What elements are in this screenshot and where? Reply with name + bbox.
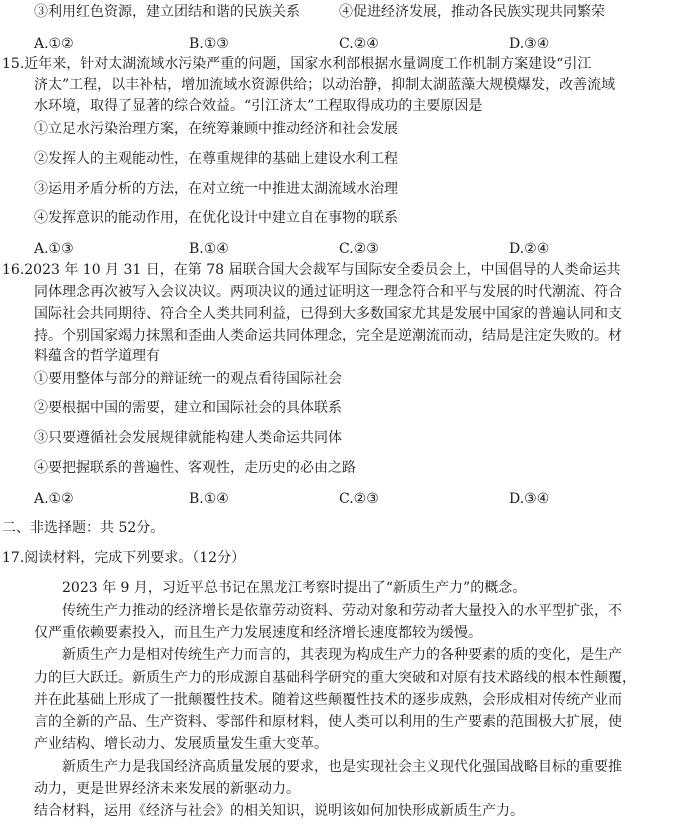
option-c: C.②③	[339, 241, 379, 257]
q17-paragraph-line-5: 力的巨大跃迁。新质生产力的形成源自基础科学研究的重大突破和对原有技术路线的根本性颠覆，	[34, 670, 636, 686]
q16-stem-line-4: 持。个别国家竭力抹黑和歪曲人类命运共同体理念，完全是逆潮流而动，结局是注定失败的。材	[34, 328, 622, 344]
top-item-3: ③利用红色资源，建立团结和谐的民族关系	[34, 4, 300, 20]
q16-item-2: ②要根据中国的需要，建立和国际社会的具体联系	[34, 400, 342, 416]
q16-stem-line-2: 同体理念再次被写入会议决议。两项决议的通过证明这一理念符合和平与发展的时代潮流、符合	[34, 284, 622, 300]
q16-options	[34, 489, 654, 509]
q17-paragraph-line-3: 仅严重依赖要素投入，而且生产力发展速度和经济增长速度都较为缓慢。	[34, 625, 482, 641]
option-d: D.③④	[509, 36, 550, 52]
q16-stem-line-5: 料蕴含的哲学道理有	[34, 348, 160, 364]
option-b: B.①③	[189, 36, 229, 52]
option-c: C.②③	[339, 491, 379, 507]
q16-item-3: ③只要遵循社会发展规律就能构建人类命运共同体	[34, 430, 342, 446]
q15-item-2: ②发挥人的主观能动性，在尊重规律的基础上建设水利工程	[34, 151, 398, 167]
q17-title: 17.阅读材料，完成下列要求。（12分）	[2, 550, 246, 566]
option-d: D.③④	[509, 491, 550, 507]
q17-task: 结合材料，运用《经济与社会》的相关知识，说明该如何加快形成新质生产力。	[34, 803, 524, 819]
q15-item-4: ④发挥意识的能动作用，在优化设计中建立自在事物的联系	[34, 210, 398, 226]
option-a: A.①③	[34, 241, 74, 257]
top-options	[34, 34, 654, 54]
option-c: C.②④	[339, 36, 379, 52]
q15-item-1: ①立足水污染治理方案，在统筹兼顾中推动经济和社会发展	[34, 121, 398, 137]
q15-stem-line-3: 水环境，取得了显著的综合效益。“引江济太”工程取得成功的主要原因是	[34, 98, 483, 114]
q17-paragraph-line-2: 传统生产力推动的经济增长是依靠劳动资料、劳动对象和劳动者大量投入的水平型扩张，不	[62, 603, 622, 619]
option-b: B.①④	[189, 241, 229, 257]
option-a: A.①②	[34, 36, 74, 52]
q17-paragraph-line-7: 言的全新的产品、生产资料、零部件和原材料，使人类可以利用的生产要素的范围极大扩展，使	[34, 714, 622, 730]
q15-stem-line-1: 15.近年来，针对太湖流域水污染严重的问题，国家水利部根据水量调度工作机制方案建设“引江	[2, 56, 592, 72]
q17-paragraph-line-10: 动力，更是世界经济未来发展的新驱动力。	[34, 781, 300, 797]
top-item-4: ④促进经济发展，推动各民族实现共同繁荣	[339, 4, 605, 20]
q15-options	[34, 239, 654, 259]
q16-item-4: ④要把握联系的普遍性、客观性，走历史的必由之路	[34, 460, 356, 476]
q15-stem-line-2: 济太”工程，以丰补枯，增加流域水资源供给；以动治静，抑制太湖蓝藻大规模爆发，改善流域	[34, 77, 616, 93]
q16-item-1: ①要用整体与部分的辩证统一的观点看待国际社会	[34, 371, 342, 387]
q17-paragraph-line-9: 新质生产力是我国经济高质量发展的要求，也是实现社会主义现代化强国战略目标的重要推	[62, 759, 622, 775]
q16-stem-line-1: 16.2023 年 10 月 31 日，在第 78 届联合国大会裁军与国际安全委员会上，中国倡导的人类命运共	[2, 262, 621, 278]
option-d: D.②④	[509, 241, 550, 257]
section-heading: 二、非选择题：共 52分。	[2, 520, 165, 536]
q16-stem-line-3: 国际社会共同期待、符合全人类共同利益，已得到大多数国家尤其是发展中国家的普遍认同和支	[34, 306, 622, 322]
q17-paragraph-line-1: 2023 年 9 月，习近平总书记在黑龙江考察时提出了“新质生产力”的概念。	[62, 580, 527, 596]
option-a: A.①②	[34, 491, 74, 507]
option-b: B.①④	[189, 491, 229, 507]
q15-item-3: ③运用矛盾分析的方法，在对立统一中推进太湖流域水治理	[34, 181, 398, 197]
q17-paragraph-line-4: 新质生产力是相对传统生产力而言的，其表现为构成生产力的各种要素的质的变化，是生产	[62, 647, 622, 663]
q17-paragraph-line-8: 产业结构、增长动力、发展质量发生重大变革。	[34, 736, 328, 752]
q17-paragraph-line-6: 并在此基础上形成了一批颠覆性技术。随着这些颠覆性技术的逐步成熟，会形成相对传统产业而	[34, 692, 622, 708]
